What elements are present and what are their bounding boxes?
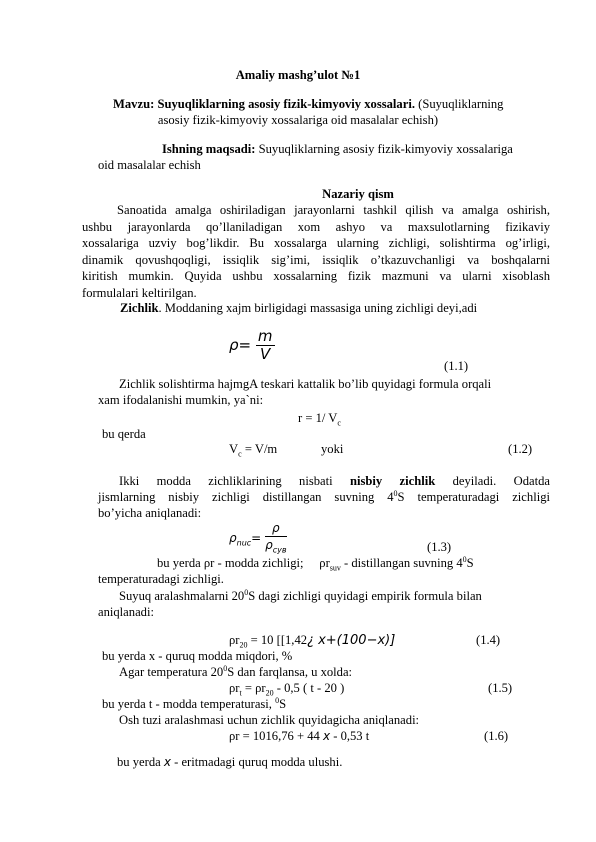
relative-density-pre: Ikki modda zichliklarining nisbati <box>119 474 333 488</box>
last-pre: bu yerda <box>117 755 164 769</box>
formula-r <box>298 410 341 427</box>
formula-1-5-b: = ρr <box>241 681 266 695</box>
intro-line: formulalari keltirilgan. <box>82 285 197 300</box>
temperature-condition <box>119 664 352 681</box>
density-text: . Moddaning xajm birligidagi massasiga uning zichligi deyi,adi <box>158 301 478 315</box>
formula-1-6-rest: - 0,53 t <box>330 729 370 743</box>
explain-part2: ρr <box>319 556 330 570</box>
last-line <box>117 754 342 771</box>
topic-line-1 <box>113 96 503 113</box>
temperature-pre: Agar temperatura 20 <box>119 665 224 679</box>
goal-line-2: oid masalalar echish <box>98 158 201 172</box>
section-heading: Nazariy qism <box>322 187 394 201</box>
formula-1-4-lhs: ρr <box>229 633 240 647</box>
relative-density-line-1 <box>119 473 550 490</box>
temperature-post: S dan farqlansa, u xolda: <box>227 665 353 679</box>
formula-1-6-number: (1.6) <box>484 729 509 743</box>
topic-line-2: asosiy fizik-kimyoviy xossalariga oid masalalar echish) <box>157 113 439 127</box>
formula-1-6-x: x <box>322 729 331 743</box>
formula-1-1-den: V <box>260 345 271 363</box>
goal-label: Ishning maqsadi: <box>162 142 256 156</box>
formula-1-5-a-sub: t <box>239 688 242 698</box>
formula-1-2-sub: c <box>238 449 242 459</box>
formula-1-6 <box>229 728 369 745</box>
degree-sup: 0 <box>244 587 249 597</box>
formula-1-4 <box>229 632 395 650</box>
where-t-post: S <box>279 697 287 711</box>
relative-density-l2a: jismlarning nisbiy zichligi distillangan suvning 4 <box>98 490 394 504</box>
formula-1-3-num: ρ <box>265 521 286 537</box>
explain-part1: bu yerda ρr - modda zichligi; <box>157 556 304 570</box>
formula-1-5-b-sub: 20 <box>265 688 274 698</box>
formula-1-1-number: (1.1) <box>444 359 469 373</box>
degree-sup: 0 <box>393 488 398 498</box>
formula-1-5 <box>229 680 344 697</box>
relative-density-term: nisbiy zichlik <box>349 474 436 488</box>
density-definition <box>120 300 477 317</box>
mixture-pre: Suyuq aralashmalarni 20 <box>119 589 245 603</box>
formula-1-3-number: (1.3) <box>427 540 452 554</box>
formula-1-1-num: m <box>257 327 273 345</box>
where-label: bu qerda <box>102 427 146 441</box>
formula-1-3-lhs-sub: nuc <box>236 538 252 548</box>
goal-line-1 <box>162 141 513 158</box>
relative-density-l2b: S temperaturadagi zichligi <box>397 490 550 504</box>
formula-1-2-lhs: V <box>229 442 239 456</box>
formula-1-2-rest: = V/m <box>241 442 278 456</box>
formula-1-4-expression: ¿ x+(100−x)] <box>307 633 396 648</box>
last-post: - eritmadagi quruq modda ulushi. <box>170 755 343 769</box>
last-x: x <box>163 755 171 769</box>
goal-text: Suyuqliklarning asosiy fizik-kimyoviy xossalariga <box>258 142 513 156</box>
formula-1-3-den-sub: сув <box>272 545 287 555</box>
relative-density-line-2 <box>98 489 550 506</box>
specific-volume-line-2: xam ifodalanishi mumkin, ya`ni: <box>98 393 264 407</box>
formula-1-3-explain-2: temperaturadagi zichligi. <box>98 572 224 586</box>
formula-1-5-a: ρr <box>229 681 240 695</box>
formula-1-4-number: (1.4) <box>476 633 501 647</box>
degree-sup: 0 <box>275 695 280 705</box>
formula-1-3-lhs: ρ <box>229 531 237 545</box>
topic-title: Suyuqliklarning asosiy fizik-kimyoviy xossalari. <box>157 97 415 111</box>
intro-paragraph <box>82 202 550 301</box>
where-t-pre: bu yerda t - modda temperaturasi, <box>102 697 276 711</box>
degree-sup: 0 <box>462 554 467 564</box>
topic-rest: (Suyuqliklarning <box>418 97 504 111</box>
mixture-post: S dagi zichligi quyidagi empirik formula bilan <box>248 589 482 603</box>
explain-part2-sub: suv <box>329 563 341 573</box>
explain-part3: - distillangan suvning 4 <box>344 556 463 570</box>
topic-label: Mavzu: <box>113 97 155 111</box>
formula-1-6-text: ρr = 1016,76 + 44 <box>229 729 320 743</box>
salt-solution-line: Osh tuzi aralashmasi uchun zichlik quyidagicha aniqlanadi: <box>119 713 420 727</box>
mixture-line-2: aniqlanadi: <box>98 605 154 619</box>
mixture-line-1 <box>119 588 482 605</box>
intro-line: Sanoatida amalga oshiriladigan jarayonlarni tashkil qilish va amalga oshirish, <box>117 203 550 217</box>
intro-line: dinamik qovushqoqligi, issiqlik sig’imi, issiqlik o’tkazuvchanligi va boshqalarni <box>82 252 550 267</box>
formula-1-5-c: - 0,5 ( t - 20 ) <box>276 681 345 695</box>
formula-1-3-explain-1 <box>157 555 474 572</box>
explain-part4: S <box>466 556 474 570</box>
intro-line: xossalariga uzviy bog’likdir. Bu xossalarga ularning zichligi, solishtirma og’irligi, <box>82 236 550 250</box>
formula-1-2-number: (1.2) <box>508 442 533 456</box>
formula-1-1-lhs: ρ= <box>229 336 252 354</box>
formula-1-3-den: ρ <box>265 538 273 552</box>
page-title: Amaliy mashg’ulot №1 <box>235 68 361 82</box>
formula-1-4-rest: = 10 [[1,42 <box>247 633 308 647</box>
intro-line: ushbu jarayonlarda qo’llaniladigan xom ashyo va maxsulotlarning fizikaviy <box>82 219 550 234</box>
intro-line: kiritish mumkin. Quyida ushbu xossalarning fizik mazmuni va ularni xisoblash <box>82 269 550 283</box>
formula-1-4-sub: 20 <box>239 640 248 650</box>
where-x-line: bu yerda x - quruq modda miqdori, % <box>102 649 293 663</box>
formula-1-2-yoki: yoki <box>321 442 344 456</box>
degree-sup: 0 <box>223 663 228 673</box>
specific-volume-line-1: Zichlik solishtirma hajmgA teskari kattalik bo’lib quyidagi formula orqali <box>119 377 492 391</box>
formula-1-3: $\rho_{nuc}=$ ρ $\rho_{сув}$ <box>229 521 287 555</box>
where-t-line <box>102 696 286 713</box>
formula-1-1 <box>229 328 275 363</box>
relative-density-post: deyiladi. Odatda <box>452 474 551 488</box>
relative-density-line-3: bo’yicha aniqlanadi: <box>98 506 202 520</box>
density-term: Zichlik <box>120 301 159 315</box>
formula-r-text: r = 1/ V <box>298 411 338 425</box>
formula-1-5-number: (1.5) <box>488 681 513 695</box>
formula-1-2 <box>229 441 277 458</box>
formula-r-sub: c <box>337 418 341 428</box>
